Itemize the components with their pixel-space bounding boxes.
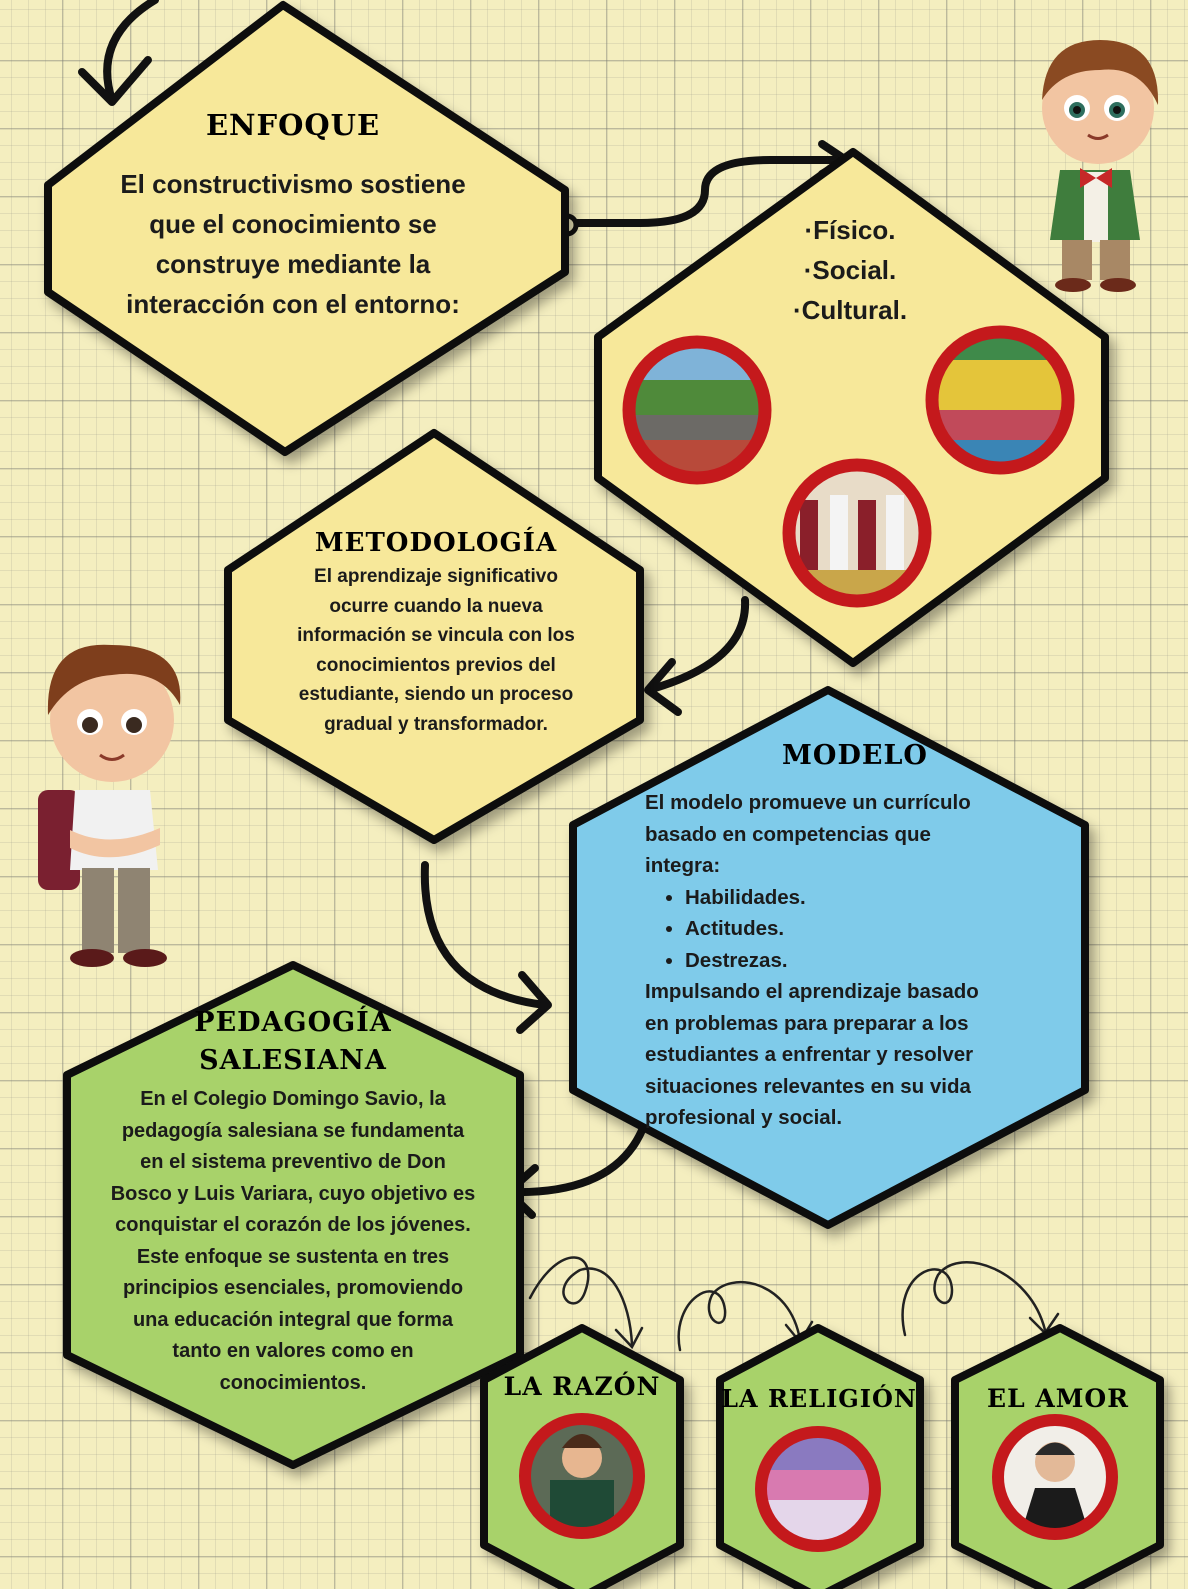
photo-amor xyxy=(998,1420,1115,1535)
modelo-title: MODELO xyxy=(782,740,928,771)
pedagogia-title-line: PEDAGOGÍA xyxy=(194,1007,392,1038)
bullet-item: • Habilidades. xyxy=(685,882,1065,914)
pedagogia-title xyxy=(84,1004,502,1080)
enfoque-text xyxy=(88,164,498,324)
text-line: en el sistema preventivo de Don xyxy=(140,1151,446,1173)
text-line: Este enfoque se sustenta en tres xyxy=(136,1245,450,1268)
text-line: ocurre cuando la nueva xyxy=(329,595,543,617)
loop-arrows xyxy=(530,1257,1058,1350)
entorno-item-social: ·Social. xyxy=(803,255,897,285)
pedagogia-block xyxy=(84,1004,502,1399)
text-line: en problemas para preparar a los xyxy=(645,1011,969,1035)
metodologia-title: METODOLOGÍA xyxy=(314,528,558,558)
text-line: conquistar el corazón de los jóvenes. xyxy=(115,1214,471,1236)
modelo-bullets xyxy=(645,882,1065,977)
text-line: interacción con el entorno: xyxy=(126,289,460,319)
text-line: El modelo promueve un currículo xyxy=(645,791,971,814)
text-line: una educación integral que forma xyxy=(132,1308,454,1331)
photo-razon xyxy=(525,1419,640,1535)
enfoque-block xyxy=(88,108,498,324)
entorno-item-cultural: ·Cultural. xyxy=(792,295,908,325)
text-line: principios esenciales, promoviendo xyxy=(122,1277,464,1299)
text-line: estudiantes a enfrentar y resolver xyxy=(645,1043,974,1066)
pedagogia-text xyxy=(84,1084,502,1399)
pedagogia-title-line: SALESIANA xyxy=(199,1045,387,1076)
text-line: profesional y social. xyxy=(645,1106,843,1129)
text-line: basado en competencias que xyxy=(645,822,931,846)
cartoon-boy-left xyxy=(38,645,180,967)
text-line: estudiante, siendo un proceso xyxy=(298,684,574,705)
enfoque-title: ENFOQUE xyxy=(205,108,381,142)
text-line: integra: xyxy=(645,854,721,877)
arrow-top-head xyxy=(82,60,148,102)
entorno-item-fisico: ·Físico. xyxy=(804,215,896,245)
text-line: En el Colegio Domingo Savio, la xyxy=(140,1088,446,1110)
text-line: El aprendizaje significativo xyxy=(314,566,558,587)
principle-amor-title: EL AMOR xyxy=(987,1384,1129,1413)
text-line: tanto en valores como en xyxy=(172,1340,414,1362)
text-line: conocimientos. xyxy=(219,1371,367,1394)
bullet-item: • Destrezas. xyxy=(685,945,1065,977)
arrow-modelo-to-pedagogia xyxy=(510,1128,643,1192)
text-line: El constructivismo sostiene xyxy=(120,169,466,199)
text-line: Bosco y Luis Variara, cuyo objetivo es xyxy=(110,1182,476,1205)
metodologia-block xyxy=(250,528,622,739)
bullet-item: • Actitudes. xyxy=(685,913,1065,945)
entorno-list xyxy=(750,210,950,330)
text-line: construye mediante la xyxy=(155,249,431,279)
principle-religion-title: LA RELIGIÓN xyxy=(721,1384,917,1413)
photo-religion xyxy=(760,1432,875,1550)
text-line: que el conocimiento se xyxy=(149,209,437,239)
text-line: pedagogía salesiana se fundamenta xyxy=(121,1119,465,1142)
modelo-block xyxy=(645,740,1065,1134)
principle-razon-title: LA RAZÓN xyxy=(503,1372,661,1401)
text-line: Impulsando el aprendizaje basado xyxy=(645,980,979,1003)
text-line: información se vincula con los xyxy=(297,625,575,646)
text-line: situaciones relevantes en su vida xyxy=(645,1074,971,1098)
arrow-entorno-to-metodologia xyxy=(655,600,745,688)
metodologia-text xyxy=(250,562,622,739)
cartoon-boy-top-right xyxy=(1042,40,1158,292)
text-line: conocimientos previos del xyxy=(316,654,556,676)
modelo-text xyxy=(645,787,1065,1134)
text-line: gradual y transformador. xyxy=(324,713,548,735)
